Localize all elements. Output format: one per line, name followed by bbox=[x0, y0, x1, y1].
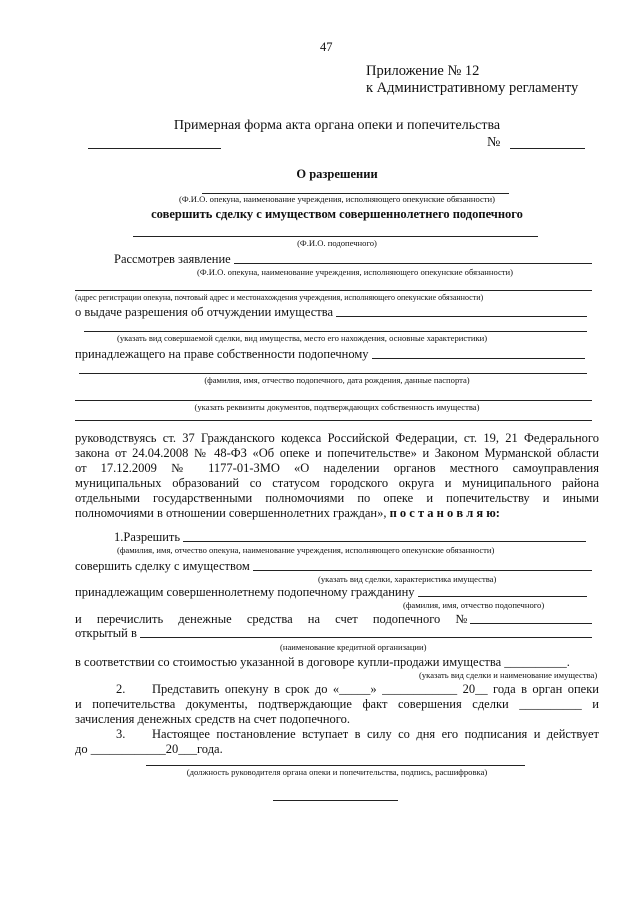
date-line bbox=[88, 148, 221, 149]
appendix-line-2: к Административному регламенту bbox=[366, 80, 579, 96]
legal-line: руководствуясь ст. 37 Гражданского кодекса Российской Федерации, ст. 19, 21 Федерального bbox=[75, 431, 599, 445]
item1-account-field[interactable] bbox=[470, 623, 592, 624]
passport-line bbox=[79, 373, 587, 374]
deal-heading: совершить сделку с имуществом совершеннолетнего подопечного bbox=[151, 207, 523, 221]
item1-label: 1.Разрешить bbox=[114, 530, 181, 544]
owned-field[interactable] bbox=[372, 358, 586, 359]
number-line bbox=[510, 148, 585, 149]
owned-row bbox=[75, 347, 585, 362]
legal-line-last: полномочиями в отношении совершеннолетних граждан», п о с т а н о в л я ю: bbox=[75, 506, 500, 520]
item1-caption-deal-name: (указать вид сделки и наименование имущества) bbox=[419, 670, 598, 680]
item1-guardian-field[interactable] bbox=[183, 541, 586, 542]
legal-line: закона от 24.04.2008 № 48-ФЗ «Об опеке и попечительстве» и Законом Мурманской области bbox=[75, 446, 599, 460]
item1-transfer-row bbox=[75, 612, 592, 627]
caption-property: (указать вид совершаемой сделки, вид имущества, место его нахождения, основные характеристики) bbox=[117, 333, 488, 343]
item1-ward-row bbox=[75, 585, 587, 600]
legal-line: муниципальных образований со статусом городского округа и муниципального района bbox=[75, 476, 599, 490]
item1-deal-label: совершить сделку с имуществом bbox=[75, 559, 250, 573]
review-label: Рассмотрев заявление bbox=[114, 252, 231, 266]
owned-label: принадлежащего на праве собственности подопечному bbox=[75, 347, 369, 361]
item1-opened-row bbox=[75, 626, 592, 641]
permission-field[interactable] bbox=[336, 316, 587, 317]
legal-basis bbox=[75, 431, 599, 521]
item1-deal-field[interactable] bbox=[253, 570, 592, 571]
ward-line bbox=[133, 236, 538, 237]
number-label: № bbox=[487, 135, 501, 150]
resolve-word: п о с т а н о в л я ю: bbox=[389, 506, 500, 520]
item1-deal-row bbox=[75, 559, 592, 574]
documents-line-2 bbox=[75, 420, 592, 421]
item2-line: и попечительства документы, подтверждающие факт совершения сделки __________ и bbox=[75, 697, 599, 711]
item1-ward-label: принадлежащим совершеннолетнему подопечному гражданину bbox=[75, 585, 415, 599]
item1-transfer-label: и перечислить денежные средства на счет подопечного № bbox=[75, 612, 468, 626]
item2-line: Представить опекуну в срок до «_____» ____________ 20__ года в орган опеки bbox=[152, 682, 599, 696]
appendix-line-1: Приложение № 12 bbox=[366, 63, 480, 79]
item1-opened-label: открытый в bbox=[75, 626, 137, 640]
form-title: Примерная форма акта органа опеки и попечительства bbox=[173, 118, 501, 133]
stamp-line bbox=[273, 800, 398, 801]
item1-caption-deal: (указать вид сделки, характеристика имущества) bbox=[318, 574, 497, 584]
item2-text bbox=[75, 682, 599, 727]
item3-line: до ____________20___года. bbox=[75, 742, 223, 756]
item1-caption-guardian: (фамилия, имя, отчество опекуна, наименование учреждения, исполняющего опекунские обязанности) bbox=[117, 545, 495, 555]
item3-line: Настоящее постановление вступает в силу со дня его подписания и действует bbox=[152, 727, 599, 741]
caption-address: (адрес регистрации опекуна, почтовый адрес и местонахождения учреждения, исполняющего опекунские обязанности) bbox=[75, 293, 484, 302]
legal-line: от 17.12.2009 № 1177-01-ЗМО «О наделении органов местного самоуправления bbox=[75, 461, 599, 475]
item2-number: 2. bbox=[116, 682, 126, 696]
item3-text bbox=[75, 727, 599, 757]
heading: О разрешении bbox=[296, 167, 378, 181]
caption-documents: (указать реквизиты документов, подтверждающих собственность имущества) bbox=[194, 402, 480, 412]
item1-caption-ward: (фамилия, имя, отчество подопечного) bbox=[403, 600, 545, 610]
caption-passport: (фамилия, имя, отчество подопечного, дата рождения, данные паспорта) bbox=[204, 375, 470, 385]
item1-caption-bank: (наименование кредитной организации) bbox=[280, 642, 427, 652]
legal-line: отдельными государственными полномочиями по опеке и попечительству и иными bbox=[75, 491, 599, 505]
address-line bbox=[75, 290, 592, 291]
permission-label: о выдаче разрешения об отчуждении имущества bbox=[75, 305, 334, 319]
caption-guardian: (Ф.И.О. опекуна, наименование учреждения, исполняющего опекунские обязанности) bbox=[178, 194, 496, 204]
item2-line: зачисления денежных средств на счет подопечного. bbox=[75, 712, 350, 726]
caption-signature: (должность руководителя органа опеки и попечительства, подпись, расшифровка) bbox=[186, 767, 488, 777]
documents-line bbox=[75, 400, 592, 401]
item1-bank-field[interactable] bbox=[140, 637, 592, 638]
item3-number: 3. bbox=[116, 727, 126, 741]
property-line bbox=[84, 331, 587, 332]
page-number: 47 bbox=[320, 40, 333, 54]
signature-line bbox=[146, 765, 525, 766]
caption-guardian-2: (Ф.И.О. опекуна, наименование учреждения, исполняющего опекунские обязанности) bbox=[197, 267, 514, 277]
review-row bbox=[114, 252, 592, 267]
item1-ward-field[interactable] bbox=[418, 596, 587, 597]
caption-ward: (Ф.И.О. подопечного) bbox=[297, 238, 377, 248]
item1-value-label: в соответствии со стоимостью указанной в договоре купли-продажи имущества __________. bbox=[75, 655, 570, 669]
permission-row bbox=[75, 305, 587, 320]
item1-row bbox=[114, 530, 586, 545]
review-field[interactable] bbox=[234, 263, 592, 264]
